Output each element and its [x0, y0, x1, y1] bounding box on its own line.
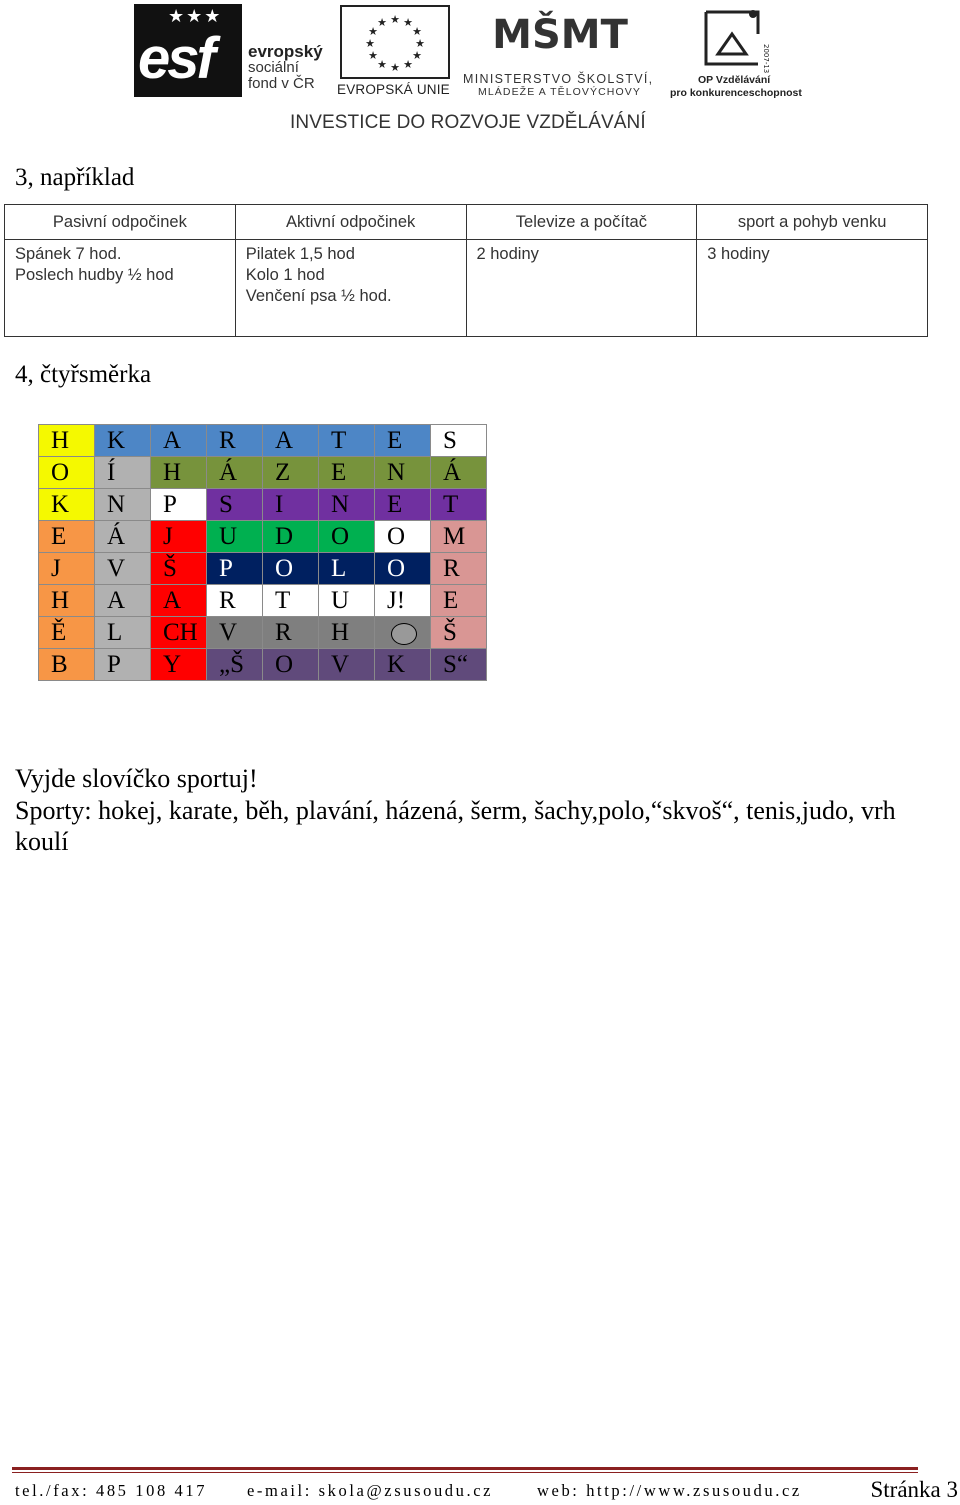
grid-cell: O [263, 649, 319, 681]
grid-cell: Á [207, 457, 263, 489]
grid-cell: E [375, 489, 431, 521]
grid-cell: Š [431, 617, 487, 649]
column-header: sport a pohyb venku [697, 205, 928, 240]
grid-cell: CH [151, 617, 207, 649]
word-search-grid [38, 424, 487, 681]
footer-rule [12, 1467, 918, 1470]
cell-line: Spánek 7 hod. [15, 245, 122, 263]
grid-cell: Á [431, 457, 487, 489]
grid-cell: P [95, 649, 151, 681]
grid-row [39, 585, 487, 617]
footer-tel: tel./fax: 485 108 417 [15, 1481, 208, 1500]
grid-cell: L [319, 553, 375, 585]
grid-cell: R [207, 425, 263, 457]
grid-cell: Á [95, 521, 151, 553]
grid-cell: O [319, 521, 375, 553]
grid-cell: „Š [207, 649, 263, 681]
eu-stars-icon [342, 7, 448, 77]
grid-row [39, 649, 487, 681]
grid-cell: E [39, 521, 95, 553]
op-logo [698, 4, 774, 72]
grid-cell: H [151, 457, 207, 489]
op-line-2: pro konkurenceschopnost [670, 87, 802, 99]
cell-line: 2 hodiny [476, 245, 539, 263]
section-4-heading: 4, čtyřsměrka [15, 361, 152, 388]
msmt-logo [492, 4, 628, 70]
grid-cell: O [375, 521, 431, 553]
grid-cell: U [207, 521, 263, 553]
svg-text:★: ★ [377, 58, 387, 71]
column-header: Pasivní odpočinek [5, 205, 236, 240]
msmt-logo-text: MŠMT [492, 12, 628, 58]
grid-cell: T [263, 585, 319, 617]
svg-text:★: ★ [403, 58, 413, 71]
msmt-line-2: MLÁDEŽE A TĚLOVÝCHOVY [478, 86, 641, 98]
section-3-heading: 3, například [15, 164, 135, 191]
grid-cell: N [319, 489, 375, 521]
circle-icon [391, 623, 417, 645]
grid-cell [375, 617, 431, 649]
grid-cell: Ě [39, 617, 95, 649]
cell-line: Poslech hudby ½ hod [15, 266, 174, 284]
grid-cell: J [151, 521, 207, 553]
grid-cell: O [39, 457, 95, 489]
svg-text:★: ★ [390, 13, 400, 26]
grid-cell: V [95, 553, 151, 585]
grid-cell: H [39, 585, 95, 617]
grid-cell: K [95, 425, 151, 457]
table-cell-active [235, 240, 466, 337]
grid-row [39, 489, 487, 521]
grid-cell: O [375, 553, 431, 585]
grid-cell: Í [95, 457, 151, 489]
grid-cell: D [263, 521, 319, 553]
grid-cell: L [95, 617, 151, 649]
grid-cell: P [151, 489, 207, 521]
grid-row [39, 457, 487, 489]
grid-cell: Š [151, 553, 207, 585]
header-logos [0, 0, 960, 140]
grid-row [39, 425, 487, 457]
grid-cell: A [151, 425, 207, 457]
sports-list: Sporty: hokej, karate, běh, plavání, házená, šerm, šachy,polo,“skvoš“, tenis,judo, vrh koulí [15, 796, 896, 856]
grid-cell: P [207, 553, 263, 585]
grid-cell: J [39, 553, 95, 585]
grid-cell: V [207, 617, 263, 649]
grid-cell: E [319, 457, 375, 489]
svg-text:★: ★ [412, 49, 422, 62]
table-cell-sport [697, 240, 928, 337]
grid-row [39, 617, 487, 649]
grid-cell: S [207, 489, 263, 521]
investice-slogan: INVESTICE DO ROZVOJE VZDĚLÁVÁNÍ [290, 112, 646, 133]
footer-rule-thin [12, 1472, 918, 1473]
table-cell-tv [466, 240, 697, 337]
cell-line: Pilatek 1,5 hod [245, 245, 355, 263]
grid-cell: H [39, 425, 95, 457]
esf-caption [248, 44, 323, 92]
grid-cell: E [431, 585, 487, 617]
eu-label: EVROPSKÁ UNIE [337, 82, 450, 97]
esf-logo [134, 4, 242, 97]
column-header: Televize a počítač [466, 205, 697, 240]
esf-line-3: fond v ČR [248, 75, 315, 92]
grid-row [39, 553, 487, 585]
grid-row [39, 521, 487, 553]
grid-cell: S [431, 425, 487, 457]
grid-cell: A [151, 585, 207, 617]
cell-line: Kolo 1 hod [245, 266, 325, 284]
svg-text:★: ★ [403, 16, 413, 29]
cell-line: 3 hodiny [707, 245, 770, 263]
esf-stars-icon: ★★★ [168, 6, 223, 26]
svg-text:★: ★ [365, 37, 375, 50]
grid-cell: R [431, 553, 487, 585]
op-years: 2007-13 [762, 44, 770, 74]
grid-cell: M [431, 521, 487, 553]
grid-cell: T [431, 489, 487, 521]
svg-text:★: ★ [390, 61, 400, 74]
grid-cell: I [263, 489, 319, 521]
grid-cell: A [95, 585, 151, 617]
op-line-1: OP Vzdělávání [698, 74, 771, 86]
grid-cell: V [319, 649, 375, 681]
footer-email: e-mail: skola@zsusoudu.cz [247, 1481, 494, 1500]
leisure-table [4, 204, 928, 337]
table-row [5, 240, 928, 337]
footer-web: web: http://www.zsusoudu.cz [537, 1481, 802, 1500]
page-number: Stránka 3 [870, 1477, 958, 1502]
grid-cell: A [263, 425, 319, 457]
grid-cell: R [207, 585, 263, 617]
svg-text:★: ★ [368, 25, 378, 38]
grid-cell: K [39, 489, 95, 521]
grid-cell: K [375, 649, 431, 681]
svg-text:★: ★ [412, 25, 422, 38]
grid-cell: J! [375, 585, 431, 617]
esf-line-2: sociální [248, 59, 299, 76]
grid-cell: B [39, 649, 95, 681]
esf-logo-text: esf [138, 26, 213, 91]
grid-cell: N [95, 489, 151, 521]
table-header-row [5, 205, 928, 240]
svg-text:★: ★ [377, 16, 387, 29]
esf-line-1: evropský [248, 42, 323, 61]
grid-cell: Z [263, 457, 319, 489]
grid-cell: E [375, 425, 431, 457]
grid-cell: O [263, 553, 319, 585]
msmt-line-1: MINISTERSTVO ŠKOLSTVÍ, [463, 72, 654, 86]
grid-cell: U [319, 585, 375, 617]
answer-text: Vyjde slovíčko sportuj! [15, 764, 258, 793]
cell-line: Venčení psa ½ hod. [245, 287, 392, 305]
grid-cell: Y [151, 649, 207, 681]
eu-flag [340, 5, 450, 79]
svg-text:★: ★ [368, 49, 378, 62]
grid-cell: N [375, 457, 431, 489]
grid-cell: T [319, 425, 375, 457]
table-cell-passive [5, 240, 236, 337]
grid-cell: S“ [431, 649, 487, 681]
grid-cell: R [263, 617, 319, 649]
column-header: Aktivní odpočinek [235, 205, 466, 240]
grid-cell: H [319, 617, 375, 649]
svg-text:★: ★ [415, 37, 425, 50]
